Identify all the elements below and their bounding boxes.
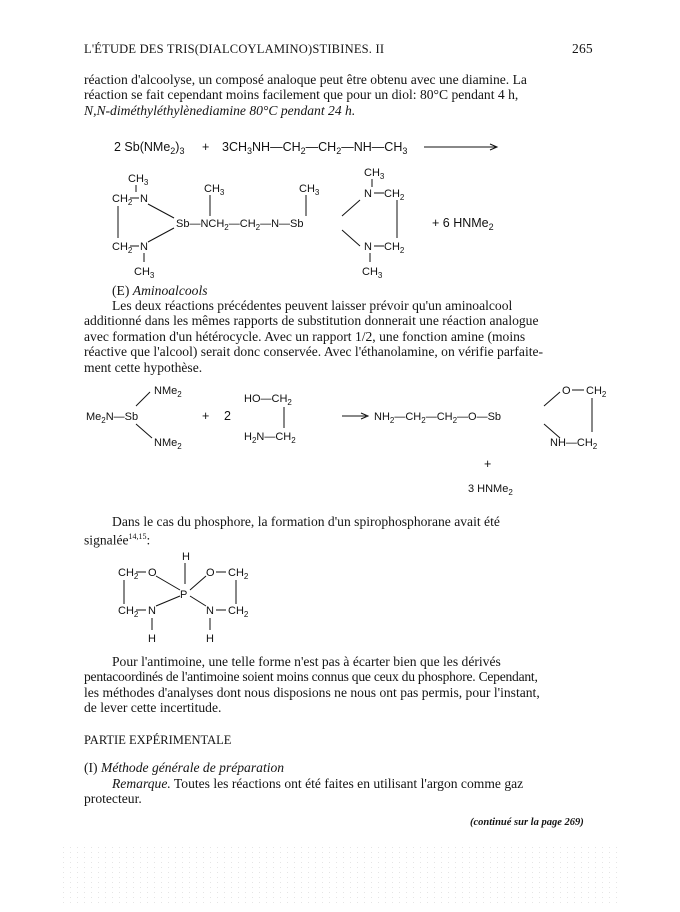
continuation-note: (continué sur la page 269) xyxy=(470,817,584,828)
svg-text:CH2: $CH_2$ xyxy=(112,241,133,255)
plus-sign-2: + xyxy=(484,457,492,471)
svg-text:CH3: $CH_3$ xyxy=(299,183,320,197)
page-number: 265 xyxy=(572,41,593,56)
text-line: Remarque. Toutes les réactions ont été faites en utilisant l'argon comme gaz xyxy=(112,776,524,791)
svg-text:CH2: $CH_2$ xyxy=(384,188,405,202)
svg-text:HO—CH2: $HO—CH_2$ xyxy=(244,393,292,407)
svg-text:CH3: $CH_3$ xyxy=(362,266,383,280)
plus-sign: + xyxy=(202,409,210,423)
text-line: additionné dans les mêmes rapports de substitution donnerait une réaction analogue xyxy=(84,313,539,329)
plus-sign: + xyxy=(202,140,210,154)
reactant-diamine: $3CH_3NH—CH_2—CH_2—NH—CH_3$ xyxy=(222,140,408,156)
text-line: réaction d'alcoolyse, un composé analoque peut être obtenu avec une diamine. La xyxy=(84,72,527,87)
text-line: ment cette hypothèse. xyxy=(84,359,203,375)
text-line: pentacoordinés de l'antimoine soient moins connus que ceux du phosphore. Cependant, xyxy=(84,669,538,685)
svg-text:N: N xyxy=(364,188,372,200)
reactant-sb-amide: 2 $Sb(NMe_2)_3$ xyxy=(114,140,185,156)
text-line: Pour l'antimoine, une telle forme n'est pas à écarter bien que les dérivés xyxy=(112,654,501,669)
text-line: Dans le cas du phosphore, la formation d'un spirophosphorane avait été xyxy=(112,514,500,529)
svg-text:H: H xyxy=(182,551,190,563)
svg-text:CH2: $CH_2$ xyxy=(228,567,249,581)
svg-text:CH2: $CH_2$ xyxy=(228,605,249,619)
text-line: réactive que l'alcool) serait donc conservée. Avec l'éthanolamine, on vérifie parfaite- xyxy=(84,344,544,360)
svg-text:NMe2: NMe$_2$ xyxy=(154,437,182,451)
section-title: Méthode générale de préparation xyxy=(101,760,285,775)
paragraph-aminoalcool xyxy=(84,298,596,375)
text-line: protecteur. xyxy=(84,791,142,807)
text-line: réaction se fait cependant moins facilement que pour un diol: 80°C pendant 4 h, xyxy=(84,87,519,103)
text-line: les méthodes d'analyses dont nous disposions ne nous ont pas permis, pour l'instant, xyxy=(84,684,540,700)
svg-text:CH2: $CH_2$ xyxy=(586,385,607,399)
svg-text:CH3: $CH_3$ xyxy=(364,167,385,181)
svg-text:CH3: $CH_3$ xyxy=(128,173,149,187)
svg-text:N: N xyxy=(206,605,214,617)
paragraph-diamine xyxy=(84,72,596,118)
svg-text:NH—CH2: $NH—CH_2$ xyxy=(550,437,598,451)
reference-marker: 14,15 xyxy=(128,532,147,542)
svg-text:CH2: $CH_2$ xyxy=(112,193,133,207)
svg-text:N: N xyxy=(364,241,372,253)
text-line: Les deux réactions précédentes peuvent laisser prévoir qu'un aminoalcool xyxy=(112,298,513,313)
byproduct-hnme2: 3 HNMe$_2$ xyxy=(468,483,513,497)
scan-noise xyxy=(60,845,620,905)
section-title: Aminoalcools xyxy=(132,283,208,298)
section-heading-experimental: PARTIE EXPÉRIMENTALE xyxy=(84,733,232,747)
reaction-scheme-diamine xyxy=(84,132,604,282)
text-line: N,N-diméthyléthylènediamine 80°C pendant 24 h. xyxy=(84,102,356,118)
svg-text:H: H xyxy=(148,633,156,645)
running-title: L'ÉTUDE DES TRIS(DIALCOYLAMINO)STIBINES. II xyxy=(84,42,385,56)
section-heading-method xyxy=(84,760,284,776)
paragraph-phosphore xyxy=(84,514,596,548)
spirophosphorane-structure xyxy=(110,548,290,648)
svg-text:CH2: $CH_2$ xyxy=(118,567,139,581)
svg-text:Me2N—Sb: $Me_2N—Sb$ xyxy=(86,411,139,425)
text-line: avec formation d'un hétérocycle. Avec un rapport 1/2, une fonction amine (moins xyxy=(84,328,526,344)
svg-text:N: N xyxy=(140,241,148,253)
svg-text:CH2: $CH_2$ xyxy=(118,605,139,619)
svg-text:NMe2: NMe$_2$ xyxy=(154,385,182,399)
paragraph-remark xyxy=(84,776,596,807)
section-heading-aminoalcools xyxy=(112,283,208,299)
svg-text:P: P xyxy=(180,589,188,601)
section-label: (E) xyxy=(112,283,130,298)
section-label: (I) xyxy=(84,760,98,775)
text-line: signalée$^{14,15}$: xyxy=(84,532,151,548)
svg-text:O: O xyxy=(562,385,571,397)
svg-text:N: N xyxy=(148,605,156,617)
svg-text:CH3: $CH_3$ xyxy=(134,266,155,280)
paragraph-antimoine xyxy=(84,654,596,716)
svg-text:H2N—CH2: $H_2N—CH_2$ xyxy=(244,431,296,445)
product-chain: $NH_2—CH_2—CH_2—O—Sb$ xyxy=(374,411,502,425)
svg-text:Sb—NCH2—CH2—N—Sb: $Sb—NCH_2—CH_2—N—Sb$ xyxy=(176,218,304,232)
coefficient: 2 xyxy=(224,409,231,423)
byproduct-hnme2: + 6 HNMe$_2$ xyxy=(432,216,494,232)
svg-text:O: O xyxy=(206,567,215,579)
svg-text:CH3: $CH_3$ xyxy=(204,183,225,197)
svg-text:N: N xyxy=(140,193,148,205)
svg-text:O: O xyxy=(148,567,157,579)
svg-text:CH2: $CH_2$ xyxy=(384,241,405,255)
reaction-scheme-ethanolamine xyxy=(84,382,614,497)
text-line: de lever cette incertitude. xyxy=(84,700,222,716)
svg-text:H: H xyxy=(206,633,214,645)
remark-label: Remarque. xyxy=(112,776,171,791)
